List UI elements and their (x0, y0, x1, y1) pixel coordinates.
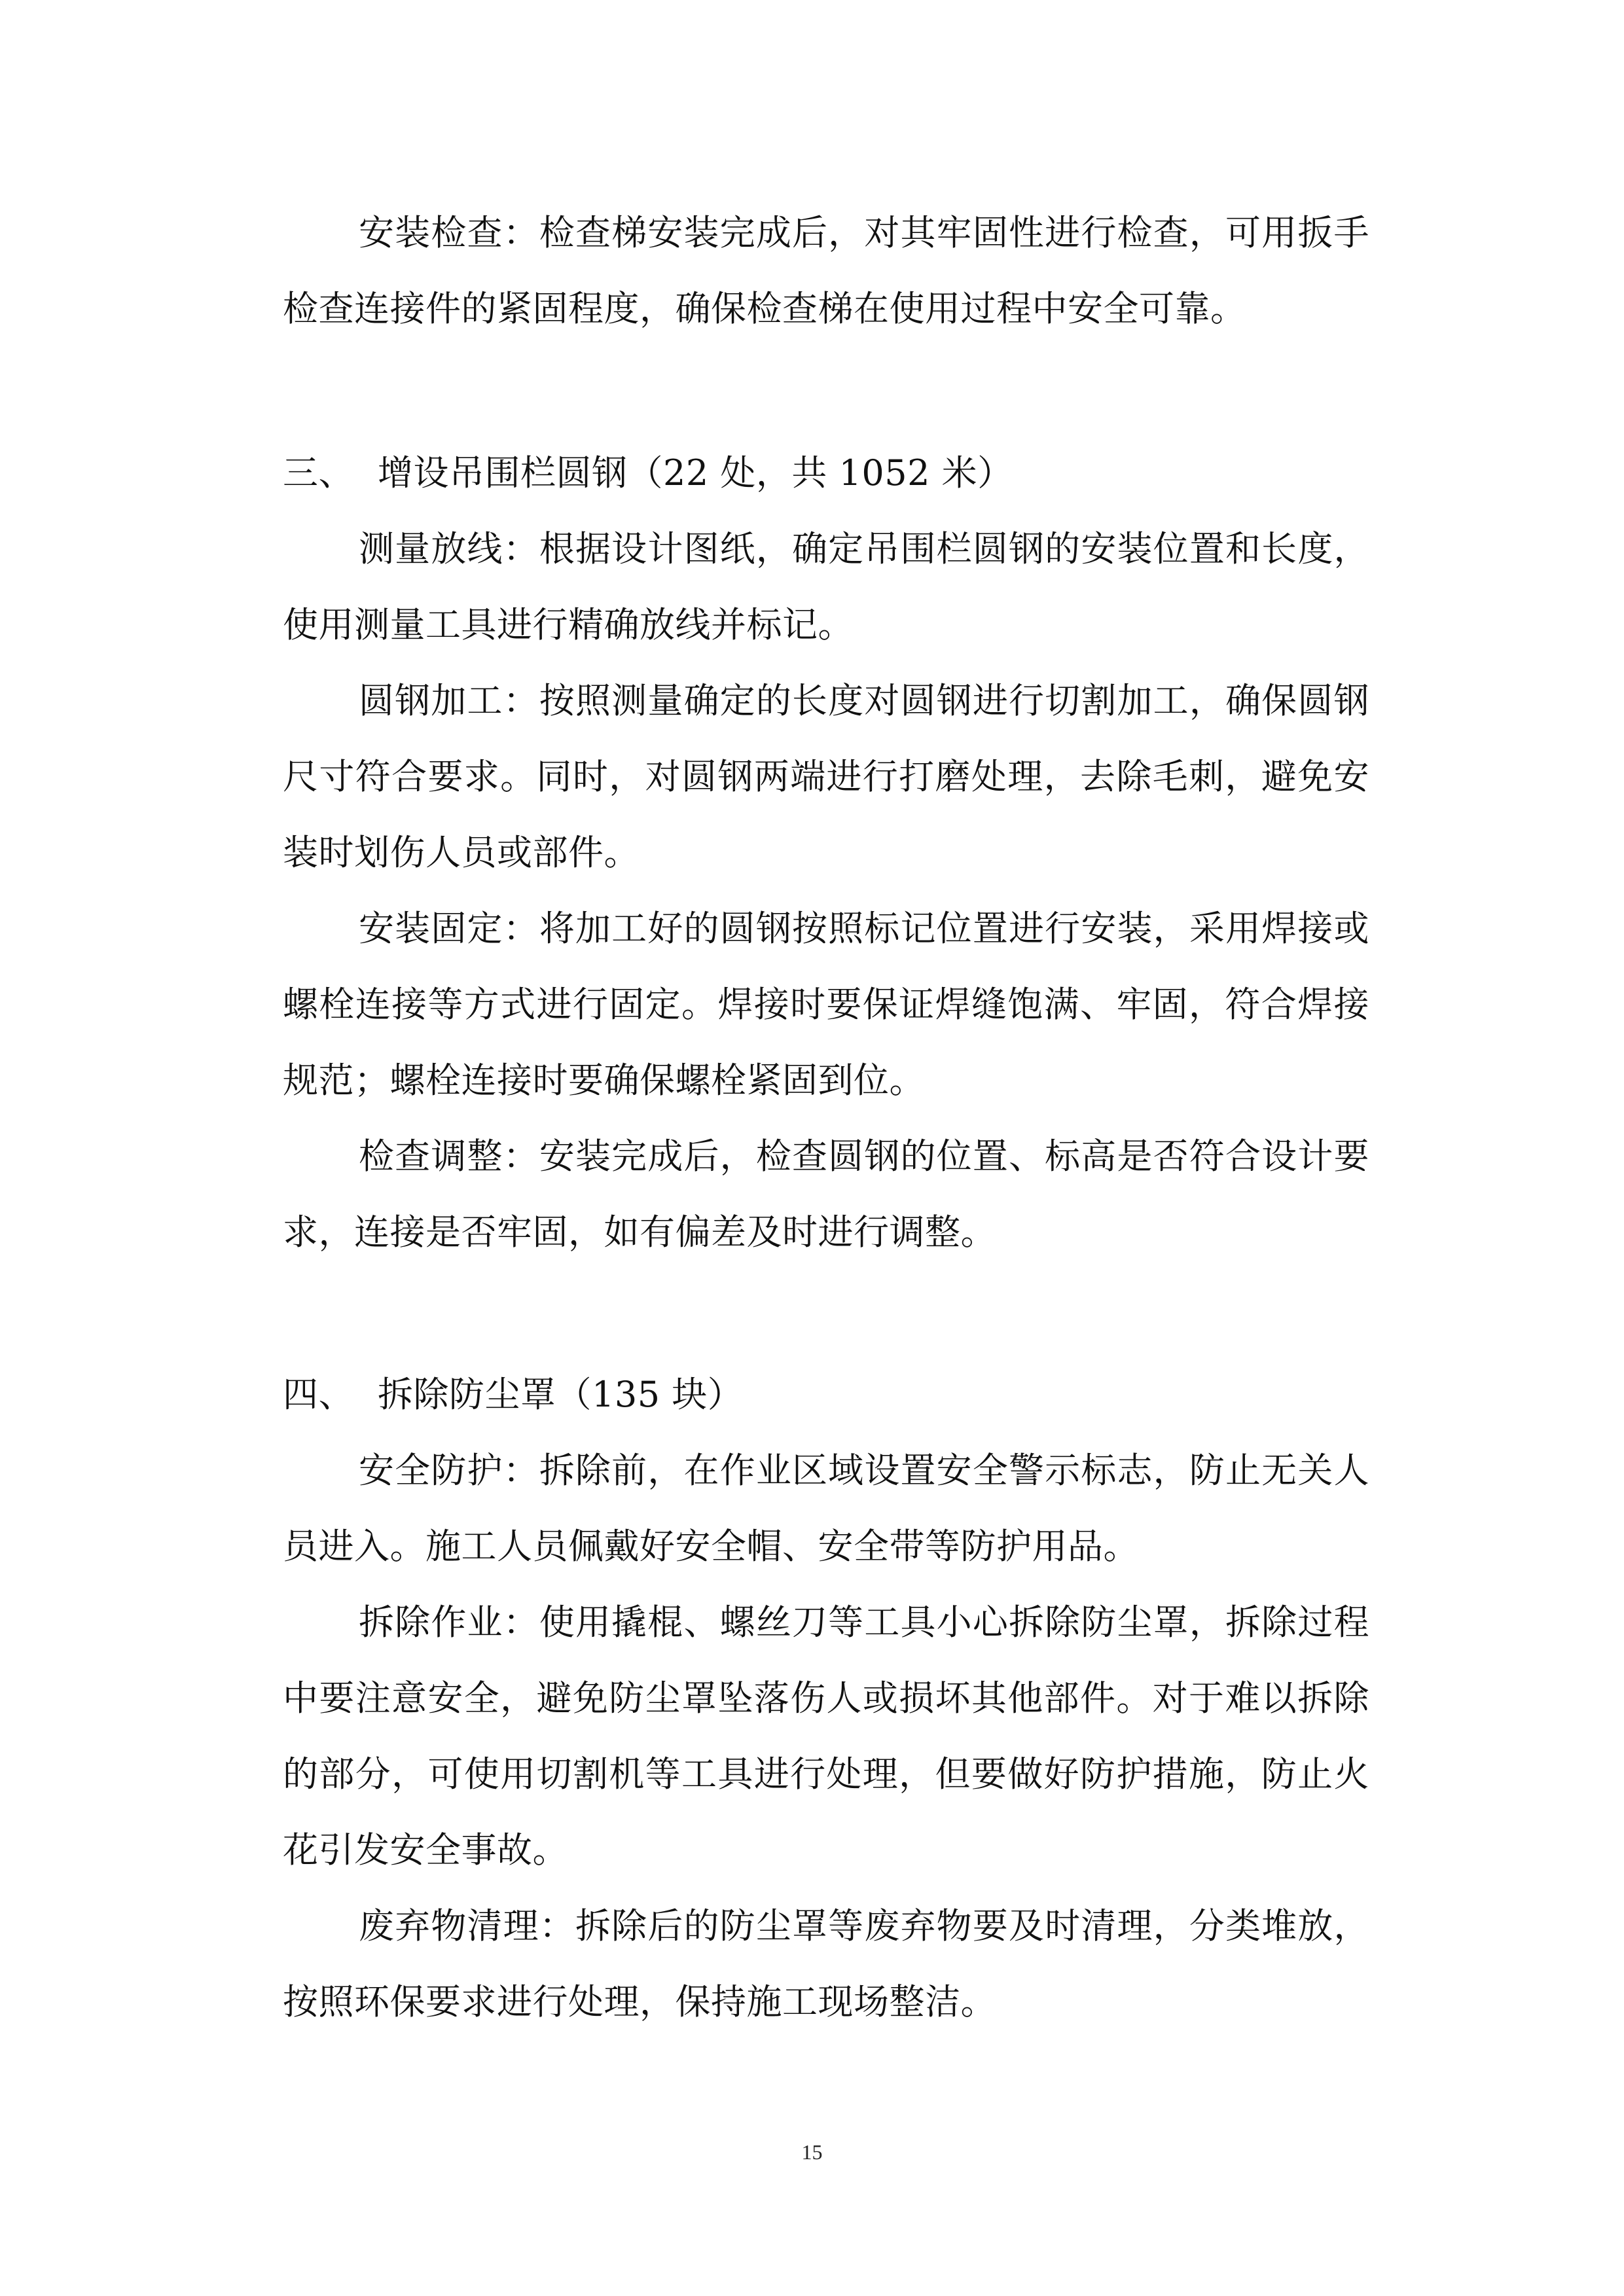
intro-block (283, 195, 1369, 347)
paragraph-waste-cleanup: 废弃物清理：拆除后的防尘罩等废弃物要及时清理，分类堆放，按照环保要求进行处理，保持施工现场整洁。 (283, 1905, 1369, 2022)
section-4 (283, 1357, 1369, 2040)
section-4-title: 拆除防尘罩（135 块） (378, 1374, 744, 1415)
section-3 (283, 435, 1369, 1270)
section-4-heading (283, 1357, 1369, 1433)
paragraph-survey-layout: 测量放线：根据设计图纸，确定吊围栏圆钢的安装位置和长度，使用测量工具进行精确放线并标记。 (283, 528, 1369, 645)
paragraph-steel-processing: 圆钢加工：按照测量确定的长度对圆钢进行切割加工，确保圆钢尺寸符合要求。同时，对圆钢两端进行打磨处理，去除毛刺，避免安装时划伤人员或部件。 (283, 680, 1369, 873)
section-4-number: 四、 (283, 1374, 354, 1415)
page-number: 15 (801, 2140, 823, 2164)
paragraph-safety-protection: 安全防护：拆除前，在作业区域设置安全警示标志，防止无关人员进入。施工人员佩戴好安全帽、安全带等防护用品。 (283, 1450, 1369, 1567)
section-3-title: 增设吊围栏圆钢（22 处，共 1052 米） (378, 452, 1013, 493)
section-3-number: 三、 (283, 452, 354, 493)
section-3-heading (283, 435, 1369, 511)
paragraph-install-check: 安装检查：检查梯安装完成后，对其牢固性进行检查，可用扳手检查连接件的紧固程度，确保检查梯在使用过程中安全可靠。 (283, 212, 1369, 329)
paragraph-install-fix: 安装固定：将加工好的圆钢按照标记位置进行安装，采用焊接或螺栓连接等方式进行固定。焊接时要保证焊缝饱满、牢固，符合焊接规范；螺栓连接时要确保螺栓紧固到位。 (283, 908, 1369, 1101)
paragraph-inspect-adjust: 检查调整：安装完成后，检查圆钢的位置、标高是否符合设计要求，连接是否牢固，如有偏差及时进行调整。 (283, 1136, 1369, 1253)
paragraph-removal-work: 拆除作业：使用撬棍、螺丝刀等工具小心拆除防尘罩，拆除过程中要注意安全，避免防尘罩坠落伤人或损坏其他部件。对于难以拆除的部分，可使用切割机等工具进行处理，但要做好防护措施，防止火花引发安全事故。 (283, 1602, 1369, 1871)
